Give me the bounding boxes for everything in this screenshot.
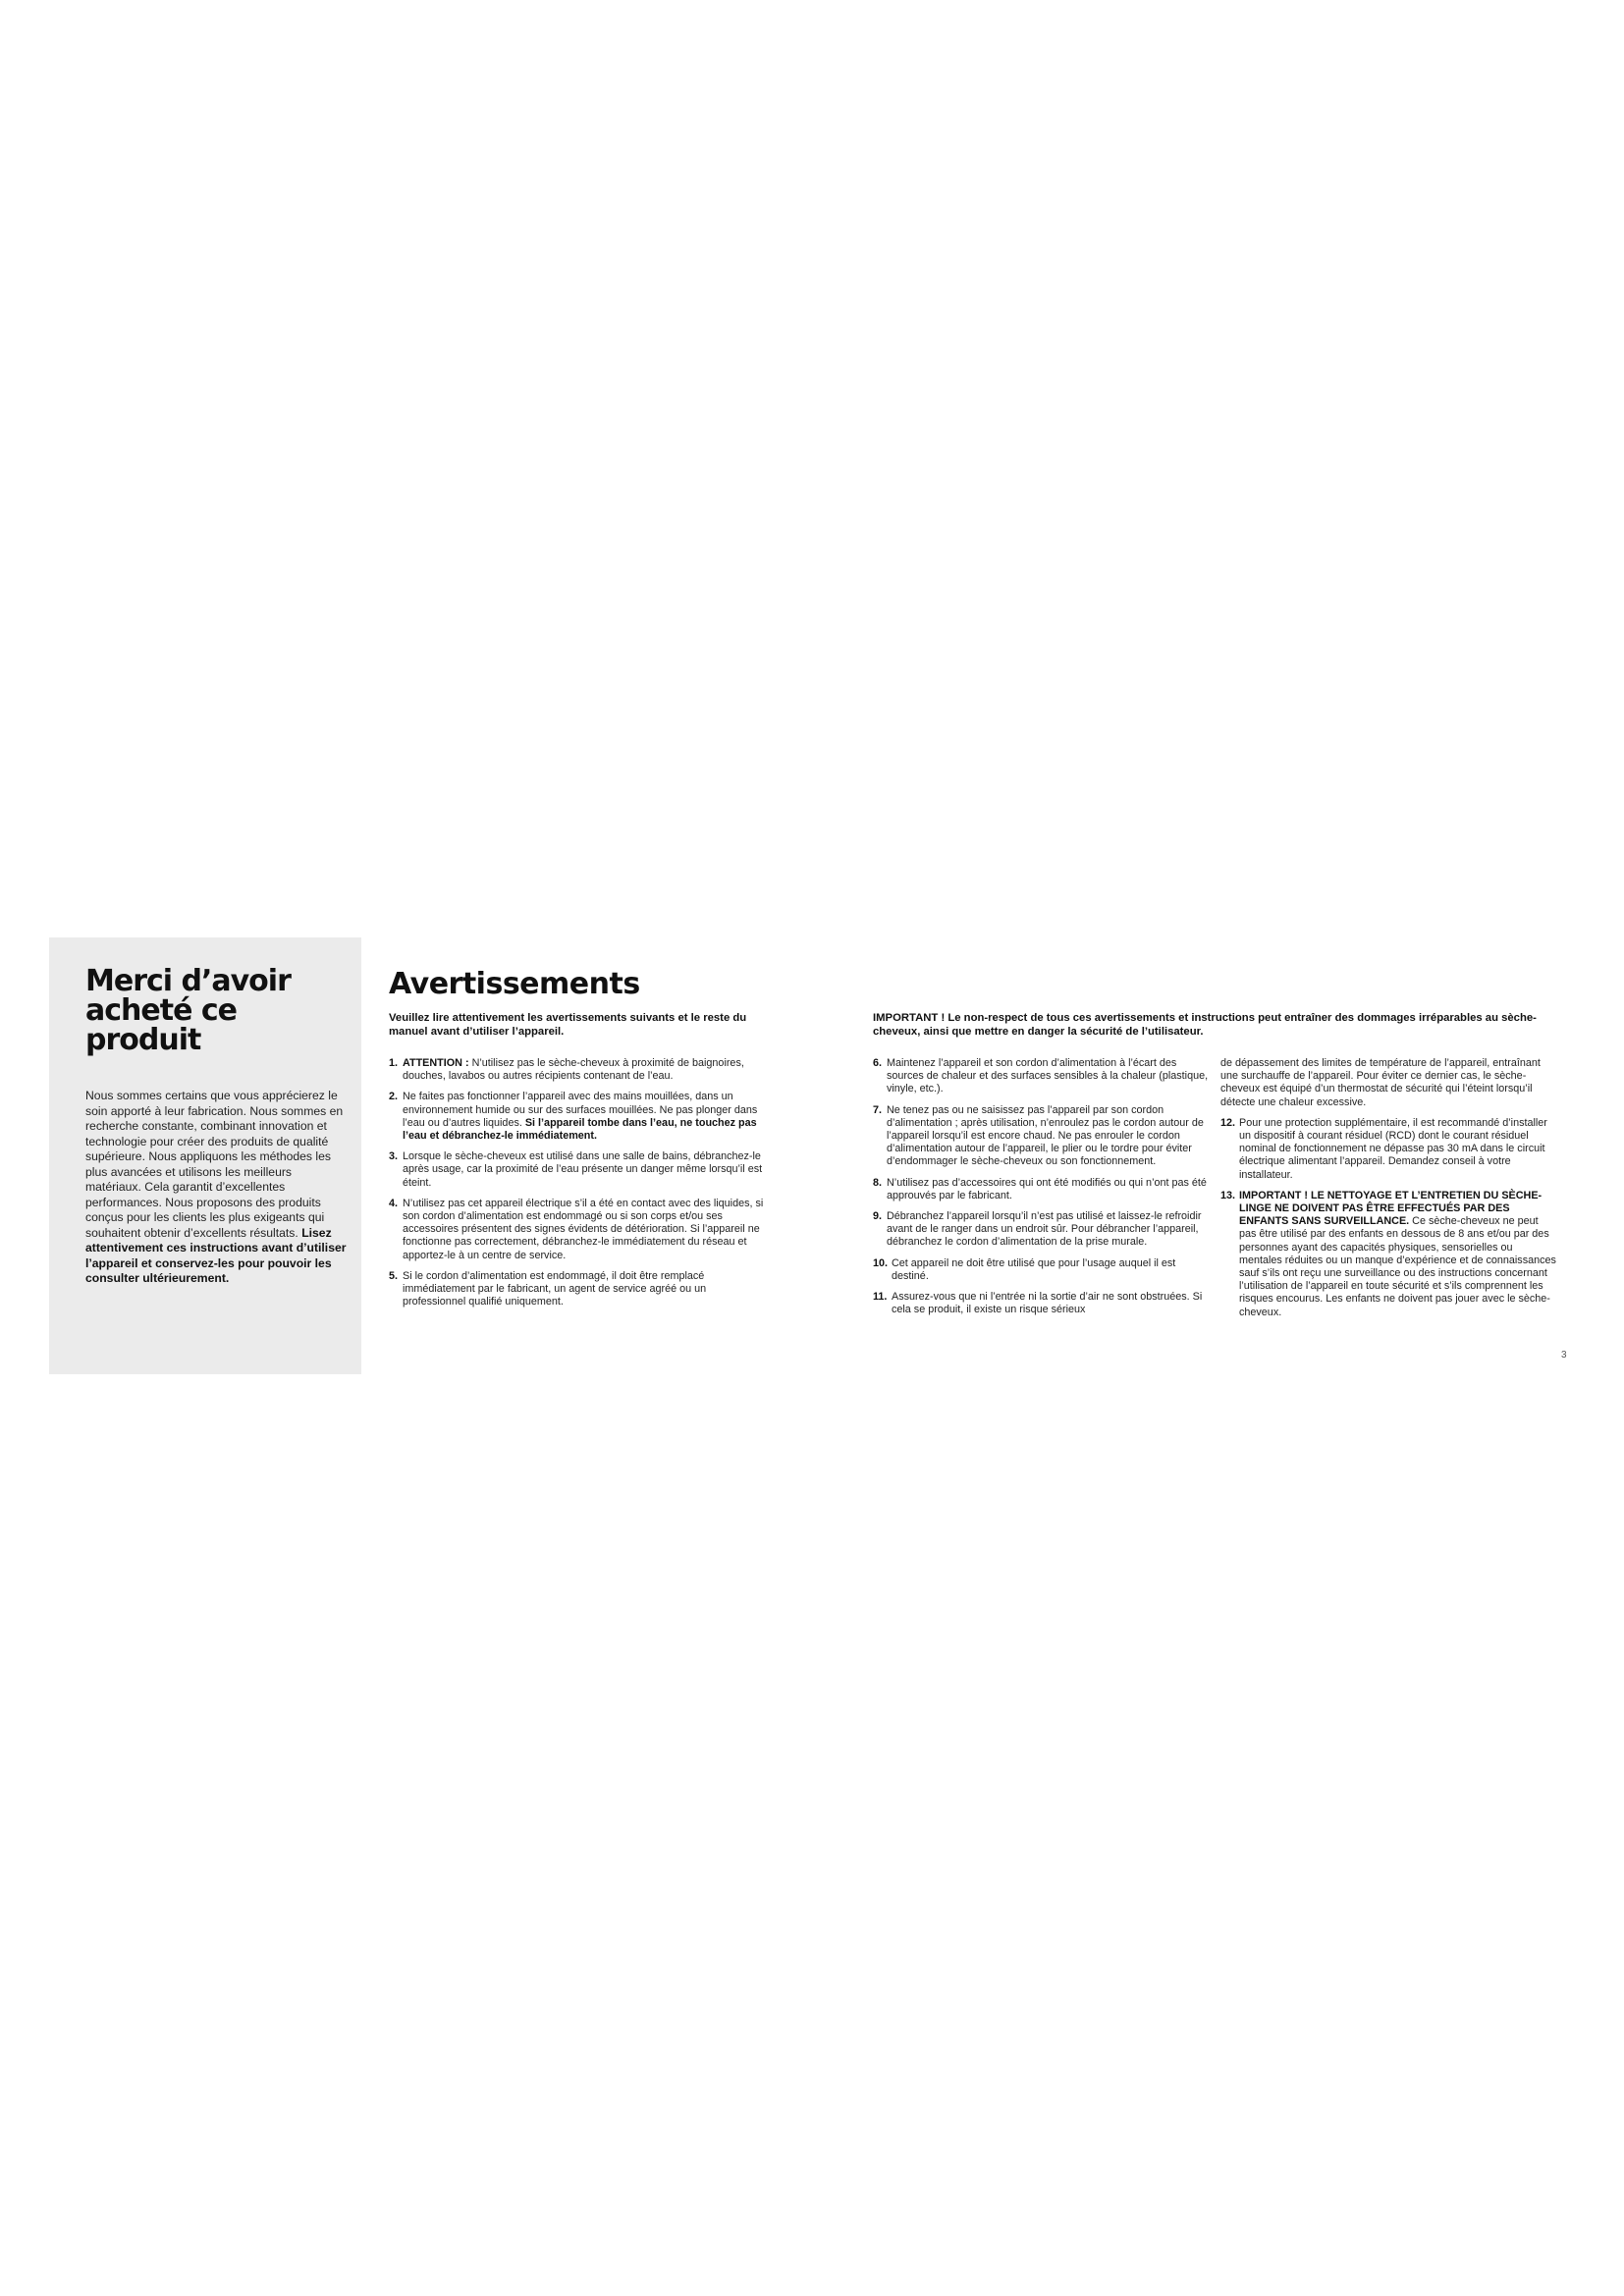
warning-item: 4. N’utilisez pas cet appareil électrique s’il a été en contact avec des liquides, si son cordon d’alimentation est endommagé ou si son corps et/ou ses accessoires présentent des signes évidents de détérioration. Si l’appareil ne fonctionne pas correctement, débranchez-le immédiatement du réseau et apportez-le à un centre de service.	[389, 1197, 764, 1261]
warning-item: 9. Débranchez l’appareil lorsqu’il n’est pas utilisé et laissez-le refroidir avant de le ranger dans un endroit sûr. Pour débrancher l’appareil, débranchez le cordon d’alimentation de la prise murale.	[873, 1210, 1202, 1249]
warning-item: 12. Pour une protection supplémentaire, il est recommandé d’installer un dispositif à courant résiduel (RCD) dont le courant résiduel nominal de fonctionnement ne dépasse pas 30 mA dans le circuit électrique alimentant l’appareil. Demandez conseil à votre installateur.	[1220, 1116, 1547, 1181]
page-number: 3	[1561, 1350, 1567, 1361]
warning-item: 3. Lorsque le sèche-cheveux est utilisé dans une salle de bains, débranchez-le après usage, car la proximité de l’eau présente un danger même lorsqu’il est éteint.	[389, 1150, 763, 1189]
thank-you-instruction: Lisez attentivement ces instructions avant d’utiliser l’appareil et conservez-les pour pouvoir les consulter ultérieurement.	[85, 1225, 347, 1285]
thank-you-body: Nous sommes certains que vous apprécierez le soin apporté à leur fabrication. Nous sommes en recherche constante, combinant innovation et technologie pour créer des produits de qualité supérieure. Nous appliquons les méthodes les plus avancées et utilisons les meilleurs matériaux. Cela garantit d’excellentes performances. Nous proposons des produits conçus pour les clients les plus exigeants qui souhaitent obtenir d’excellents résultats.	[85, 1089, 344, 1240]
warning-item: 8. N’utilisez pas d’accessoires qui ont été modifiés ou qui n’ont pas été approuvés par le fabricant.	[873, 1176, 1207, 1201]
thank-you-title: Merci d’avoir acheté ce produit	[85, 964, 291, 1057]
important-notice: IMPORTANT ! Le non-respect de tous ces avertissements et instructions peut entraîner des dommages irréparables au sèche-cheveux, ainsi que mettre en danger la sécurité de l’utilisateur.	[873, 1012, 1537, 1038]
warning-item: 7. Ne tenez pas ou ne saisissez pas l’appareil par son cordon d’alimentation ; après utilisation, n’enroulez pas le cordon autour de l’appareil lorsqu’il est encore chaud. Ne pas enrouler le cordon d’alimentation autour de l’appareil, le plier ou le tordre pour éviter d’endommager le sèche-cheveux ou son fonctionnement.	[873, 1103, 1204, 1168]
warning-item: 2. Ne faites pas fonctionner l’appareil avec des mains mouillées, dans un environnement humide ou sur des surfaces mouillées. Ne pas plonger dans l’eau ou d’autres liquides. Si l’appareil tombe dans l’eau, ne touchez pas l’eau et débranchez-le immédiatement.	[389, 1091, 758, 1143]
warning-item: 10. Cet appareil ne doit être utilisé que pour l’usage auquel il est destiné.	[873, 1256, 1176, 1282]
warning-item: 5. Si le cordon d’alimentation est endommagé, il doit être remplacé immédiatement par le fabricant, un agent de service agréé ou un professionnel qualifié uniquement.	[389, 1269, 707, 1308]
warning-item: 13. IMPORTANT ! LE NETTOYAGE ET L’ENTRETIEN DU SÈCHE-LINGE NE DOIVENT PAS ÊTRE EFFECTUÉS PAR DES ENFANTS SANS SURVEILLANCE. Ce sèche-cheveux ne peut pas être utilisé par des enfants en dessous de 8 ans et/ou par des personnes ayant des capacités physiques, sensorielles ou mentales réduites ou un manque d’expérience et de connaissances sauf s’ils ont reçu une surveillance ou des instructions concernant l’utilisation de l’appareil en toute sécurité et s’ils comprennent les risques encourus. Les enfants ne doivent pas jouer avec le sèche-cheveux.	[1220, 1189, 1556, 1318]
warning-item: 11. Assurez-vous que ni l’entrée ni la sortie d’air ne sont obstruées. Si cela se produit, il existe un risque sérieux	[873, 1291, 1203, 1316]
thank-you-panel	[49, 937, 361, 1374]
warnings-column-2	[873, 1057, 1209, 1324]
thank-you-text	[85, 1089, 350, 1287]
warning-continuation: de dépassement des limites de température de l’appareil, entraînant une surchauffe de l’appareil. Pour éviter ce dernier cas, le sèche-cheveux est équipé d’un thermostat de sécurité qui l’éteint lorsqu’il détecte une chaleur excessive.	[1220, 1057, 1541, 1108]
warnings-intro: Veuillez lire attentivement les avertissements suivants et le reste du manuel avant d’utiliser l’appareil.	[389, 1012, 747, 1038]
warning-item: 1. ATTENTION : N’utilisez pas le sèche-cheveux à proximité de baignoires, douches, lavabos ou autres récipients contenant de l’eau.	[389, 1057, 744, 1083]
warnings-title: Avertissements	[389, 967, 640, 1001]
warnings-column-3	[1220, 1057, 1556, 1327]
warnings-column-1	[389, 1057, 767, 1316]
warning-item: 6. Maintenez l’appareil et son cordon d’alimentation à l’écart des sources de chaleur et des surfaces sensibles à la chaleur (plastique, vinyle, etc.).	[873, 1057, 1209, 1095]
